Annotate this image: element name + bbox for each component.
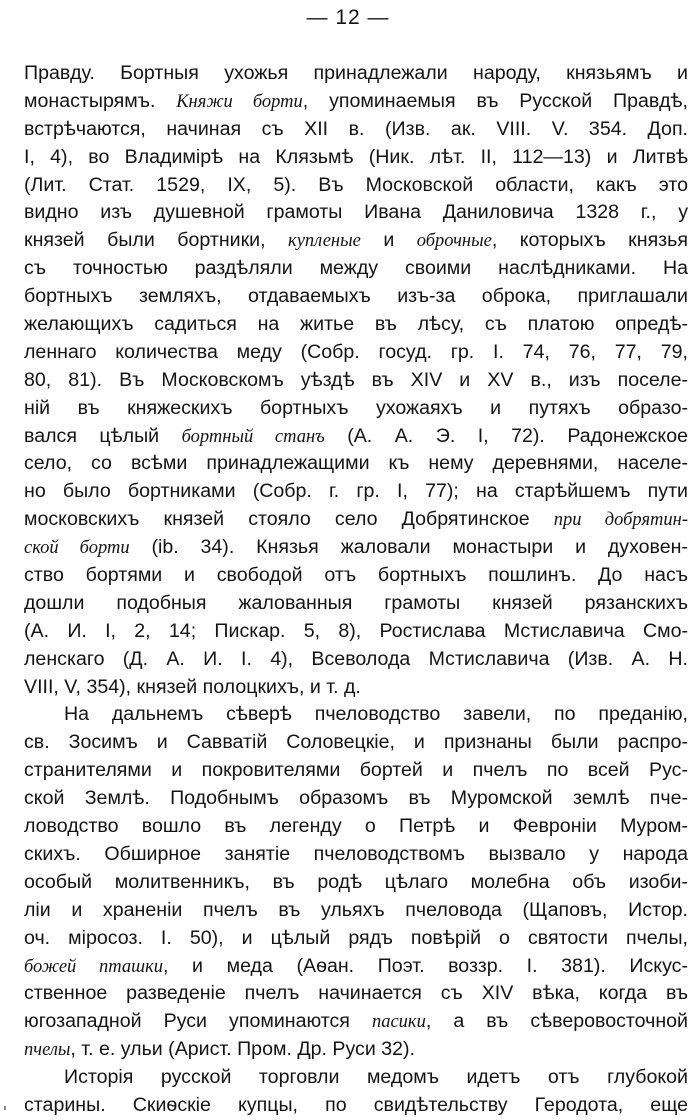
text-segment: ленскаго (Д. А. И. I. 4), Всеволода Мстиславича (Изв. А. Н.: [24, 647, 688, 670]
text-line: [24, 785, 688, 813]
text-segment: ловодство вошло въ легенду о Петрѣ и Февроніи Муром-: [24, 815, 688, 838]
italic-term: Княжи борти: [176, 91, 303, 112]
text-segment: ской Землѣ. Подобнымъ образомъ въ Муромской землѣ пче-: [24, 787, 688, 810]
text-segment: встрѣчаются, начиная съ XII в. (Изв. ак. VIII. V. 354. Доп.: [24, 117, 688, 140]
text-segment: село, со всѣми принадлежащими къ нему деревнями, населе-: [24, 452, 688, 475]
text-segment: желающихъ садиться на житье въ лѣсу, съ платою опредѣ-: [24, 313, 688, 336]
text-line: [24, 813, 688, 841]
text-line: [24, 227, 688, 255]
text-segment: Правду. Бортныя ухожья принадлежали народу, князьямъ и: [24, 62, 688, 84]
text-line: [24, 450, 688, 478]
text-segment: но было бортниками (Собр. г. гр. I, 77); на старѣйшемъ пути: [24, 480, 688, 503]
text-segment: московскихъ князей стояло село Добрятинское: [24, 508, 554, 531]
text-line: [24, 116, 688, 144]
text-segment: особый молитвенникъ, въ родѣ цѣлаго молебна объ изоби-: [24, 870, 688, 893]
text-segment: леннаго количества меду (Собр. госуд. гр. I. 74, 76, 77, 79,: [24, 340, 688, 363]
text-line: [24, 60, 688, 88]
text-segment: ство бортями и свободой отъ бортныхъ пошлинъ. До насъ: [24, 564, 688, 587]
text-segment: дошли подобныя жалованныя грамоты князей рязанскихъ: [24, 591, 688, 614]
text-segment: и: [360, 229, 417, 252]
text-line: [24, 395, 688, 423]
text-segment: 80, 81). Въ Московскомъ уѣздѣ въ XIV и XV в., изъ поселе-: [24, 368, 688, 391]
body-text: [24, 60, 688, 1120]
text-line: [24, 953, 688, 981]
text-segment: ліи и храненіи пчелъ въ ульяхъ пчеловода (Щаповъ, Истор.: [24, 898, 688, 921]
italic-term: бортный станъ: [181, 426, 325, 447]
text-line: [24, 841, 688, 869]
text-line: [24, 144, 688, 172]
text-segment: (А. И. I, 2, 14; Пискар. 5, 8), Ростислава Мстиславича Смо-: [24, 619, 688, 642]
text-segment: видно изъ душевной грамоты Ивана Даниловича 1328 г., у: [24, 201, 688, 224]
text-segment: I, 4), во Владимірѣ на Клязьмѣ (Ник. лѣт. II, 112—13) и Литвѣ: [24, 145, 688, 168]
text-line: [24, 339, 688, 367]
page-number: — 12 —: [306, 6, 390, 29]
text-segment: , которыхъ князья: [491, 229, 688, 252]
text-line: [24, 367, 688, 395]
text-segment: (Лит. Стат. 1529, IX, 5). Въ Московской области, какъ это: [24, 173, 688, 196]
text-line: [24, 1036, 688, 1064]
text-line: [24, 869, 688, 897]
italic-term: божей пташки: [24, 956, 164, 977]
text-segment: ній въ княжескихъ бортныхъ ухожаяхъ и путяхъ образо-: [24, 396, 688, 419]
text-line: [24, 1064, 688, 1092]
text-segment: (ib. 34). Князья жаловали монастыри и духовен-: [129, 536, 688, 559]
text-segment: монастырямъ.: [24, 89, 177, 112]
text-segment: На дальнемъ сѣверѣ пчеловодство завели, по преданію,: [64, 703, 688, 726]
text-line: [24, 478, 688, 506]
text-line: [24, 618, 688, 646]
italic-term: купленые: [288, 231, 361, 252]
text-line: [24, 757, 688, 785]
italic-term: ской борти: [24, 538, 130, 559]
text-line: [24, 980, 688, 1008]
text-segment: VIII, V, 354), князей полоцкихъ, и т. д.: [24, 675, 361, 698]
text-segment: , а въ сѣверовосточной: [425, 1010, 688, 1033]
text-line: [24, 1008, 688, 1036]
text-line: [24, 590, 688, 618]
text-segment: , и меда (Аѳан. Поэт. воззр. I. 381). Искус-: [163, 954, 688, 977]
text-line: [24, 172, 688, 200]
text-segment: оч. міросоз. I. 50), и цѣлый рядъ повѣрій о святости пчелы,: [24, 926, 688, 949]
text-line: [24, 925, 688, 953]
text-segment: съ точностью раздѣляли между своими наслѣдниками. На: [24, 257, 688, 280]
text-line: [24, 255, 688, 283]
italic-term: оброчные: [416, 231, 492, 252]
text-segment: св. Зосимъ и Савватій Соловецкіе, и признаны были распро-: [24, 731, 688, 754]
text-line: [24, 1092, 688, 1120]
text-line: [24, 729, 688, 757]
scan-speck: [4, 1106, 6, 1110]
text-segment: скихъ. Обширное занятіе пчеловодствомъ вызвало у народа: [24, 842, 688, 865]
text-segment: старины. Скиѳскіе купцы, по свидѣтельству Геродота, еще: [24, 1093, 688, 1116]
text-segment: князей были бортники,: [24, 229, 289, 252]
text-line: [24, 701, 688, 729]
text-line: [24, 88, 688, 116]
italic-term: пасики: [371, 1012, 426, 1033]
italic-term: пчелы: [24, 1040, 71, 1061]
text-line: [24, 283, 688, 311]
text-segment: странителями и покровителями бортей и пчелъ по всей Рус-: [24, 759, 688, 782]
text-segment: (А. А. Э. I, 72). Радонежское: [324, 424, 688, 447]
text-segment: бортныхъ земляхъ, отдаваемыхъ изъ-за оброка, приглашали: [24, 285, 688, 308]
text-line: [24, 199, 688, 227]
text-line: [24, 311, 688, 339]
text-line: [24, 562, 688, 590]
text-segment: вался цѣлый: [24, 424, 182, 447]
text-line: [24, 674, 688, 702]
text-segment: , упоминаемыя въ Русской Правдѣ,: [302, 89, 688, 112]
text-segment: Исторія русской торговли медомъ идетъ отъ глубокой: [64, 1066, 688, 1089]
text-line: [24, 423, 688, 451]
text-segment: , т. е. ульи (Арист. Пром. Др. Руси 32).: [70, 1038, 415, 1061]
text-line: [24, 534, 688, 562]
text-line: [24, 646, 688, 674]
text-segment: ственное разведеніе пчелъ начинается съ XIV вѣка, когда въ: [24, 982, 688, 1005]
text-line: [24, 897, 688, 925]
text-segment: югозападной Руси упоминаются: [24, 1010, 372, 1033]
italic-term: при добрятин-: [553, 510, 688, 531]
text-line: [24, 506, 688, 534]
